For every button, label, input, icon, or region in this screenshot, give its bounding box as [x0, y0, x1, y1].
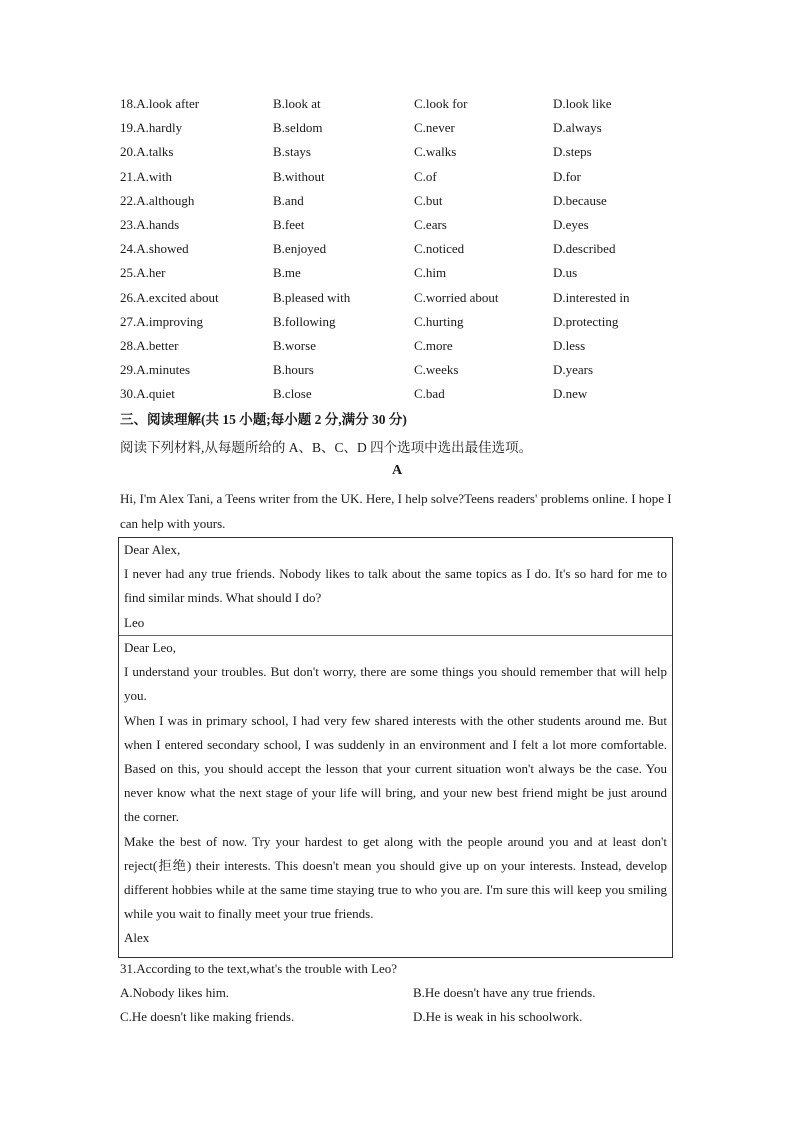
option-d: D.steps: [553, 144, 592, 160]
letter-paragraph: I understand your troubles. But don't worry, there are some things you should remember that will help you.: [124, 664, 667, 704]
option-b: B.me: [273, 265, 301, 281]
letter-signature: Leo: [124, 614, 145, 630]
option-a: 26.A.excited about: [120, 289, 219, 305]
option-d: D.for: [553, 168, 581, 184]
option-d: D.always: [553, 120, 602, 136]
option-b: B.seldom: [273, 120, 323, 136]
answer-a: A.Nobody likes him.: [120, 985, 230, 1000]
option-c: C.of: [414, 168, 437, 184]
option-row-29: [120, 360, 680, 384]
option-d: D.eyes: [553, 216, 589, 232]
option-d: D.interested in: [553, 289, 630, 305]
option-a: 28.A.better: [120, 337, 179, 353]
letter-from-leo: [119, 538, 672, 636]
option-b: B.without: [273, 168, 325, 184]
option-d: D.because: [553, 192, 607, 208]
option-c: C.ears: [414, 216, 447, 232]
option-b: B.worse: [273, 337, 316, 353]
option-a: 27.A.improving: [120, 313, 204, 329]
letter-greeting: Dear Leo,: [124, 640, 176, 655]
option-row-20: [120, 142, 680, 166]
option-a: 18.A.look after: [120, 96, 200, 111]
option-row-22: [120, 191, 680, 215]
option-c: C.more: [414, 337, 453, 353]
option-b: B.feet: [273, 216, 305, 232]
option-a: 25.A.her: [120, 265, 166, 281]
option-b: B.following: [273, 313, 336, 329]
option-row-23: [120, 215, 680, 239]
option-c: C.worried about: [414, 289, 499, 305]
option-a: 20.A.talks: [120, 144, 174, 160]
option-c: C.him: [414, 265, 447, 281]
option-d: D.new: [553, 386, 588, 402]
option-d: D.look like: [553, 96, 612, 111]
option-c: C.but: [414, 192, 443, 208]
letters-box: [118, 537, 673, 958]
option-b: B.close: [273, 386, 312, 402]
letter-from-alex: [119, 636, 672, 951]
option-d: D.less: [553, 337, 586, 353]
letter-greeting: Dear Alex,: [124, 542, 181, 557]
option-row-30: [120, 384, 680, 408]
option-row-19: [120, 118, 680, 142]
option-c: C.never: [414, 120, 455, 136]
option-d: D.described: [553, 241, 616, 257]
option-b: B.stays: [273, 144, 311, 160]
option-c: C.look for: [414, 96, 468, 111]
option-c: C.noticed: [414, 241, 465, 257]
option-a: 30.A.quiet: [120, 386, 175, 402]
option-a: 19.A.hardly: [120, 120, 183, 136]
letter-signature: Alex: [124, 930, 150, 946]
letter-paragraph: When I was in primary school, I had very few shared interests with the other students around me. But when I entered secondary school, I was suddenly in an environment and I felt a lot more comfortable. Based on this, you should accept the lesson that your current situation won't always be the case. You never know what the next stage of your life will bring, and your new best friend might be just around the corner.: [124, 712, 667, 825]
option-c: C.walks: [414, 144, 457, 160]
option-c: C.bad: [414, 386, 445, 402]
answer-b: B.He doesn't have any true friends.: [413, 985, 596, 1000]
option-row-18: [120, 94, 680, 118]
option-b: B.and: [273, 192, 304, 208]
letter-paragraph: Make the best of now. Try your hardest to get along with the people around you and at least don't reject(拒绝) their interests. This doesn't mean you should give up on your interests. Instead, develop different hobbies while at the same time staying true to who you are. I'm sure this will keep you smiling while you wait to finally meet your true friends.: [124, 833, 667, 922]
option-d: D.protecting: [553, 313, 619, 329]
option-b: B.hours: [273, 362, 314, 378]
option-a: 29.A.minutes: [120, 362, 191, 378]
letter-body: I never had any true friends. Nobody likes to talk about the same topics as I do. It's so hard for me to find similar minds. What should I do?: [124, 566, 667, 606]
option-a: 22.A.although: [120, 192, 195, 208]
answer-d: D.He is weak in his schoolwork.: [413, 1009, 583, 1024]
option-a: 21.A.with: [120, 168, 172, 184]
option-b: B.enjoyed: [273, 241, 327, 257]
question-31-stem: 31.According to the text,what's the trouble with Leo?: [120, 961, 398, 976]
option-b: B.look at: [273, 96, 321, 111]
cloze-options: [120, 94, 680, 408]
option-row-28: [120, 336, 680, 360]
section-heading: 三、阅读理解(共 15 小题;每小题 2 分,满分 30 分): [120, 412, 407, 427]
option-b: B.pleased with: [273, 289, 351, 305]
option-c: C.weeks: [414, 362, 459, 378]
option-row-25: [120, 263, 680, 287]
passage-intro: Hi, I'm Alex Tani, a Teens writer from the UK. Here, I help solve?Teens readers' problems online. I hope I can help with yours.: [120, 491, 672, 531]
option-row-21: [120, 167, 680, 191]
answer-c: C.He doesn't like making friends.: [120, 1009, 295, 1024]
option-a: 23.A.hands: [120, 216, 180, 232]
option-row-27: [120, 312, 680, 336]
option-d: D.years: [553, 362, 594, 378]
option-d: D.us: [553, 265, 578, 281]
passage-label: A: [391, 463, 403, 478]
option-row-26: [120, 288, 680, 312]
section-instruction: 阅读下列材料,从每题所给的 A、B、C、D 四个选项中选出最佳选项。: [120, 440, 533, 455]
option-a: 24.A.showed: [120, 241, 189, 257]
option-row-24: [120, 239, 680, 263]
option-c: C.hurting: [414, 313, 464, 329]
